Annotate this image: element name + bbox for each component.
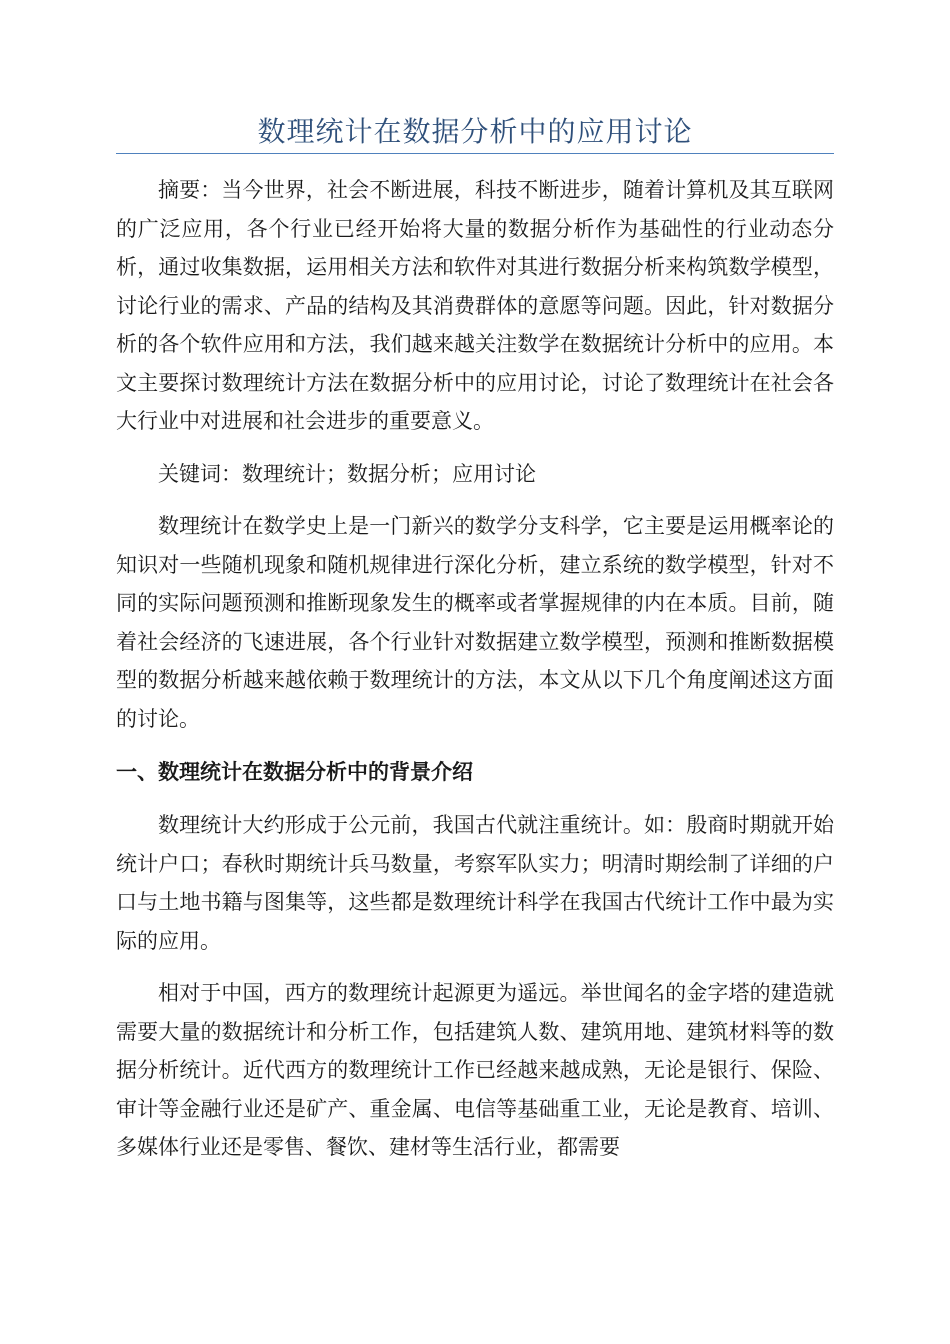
- intro-paragraph: 数理统计在数学史上是一门新兴的数学分支科学，它主要是运用概率论的知识对一些随机现象和随机规律进行深化分析，建立系统的数学模型，针对不同的实际问题预测和推断现象发生的概率或者掌握规律的内在本质。目前，随着社会经济的飞速进展，各个行业针对数据建立数学模型，预测和推断数据模型的数据分析越来越依赖于数理统计的方法，本文从以下几个角度阐述这方面的讨论。: [116, 514, 834, 731]
- document-title: 数理统计在数据分析中的应用讨论: [257, 115, 693, 148]
- section-heading: 一、数理统计在数据分析中的背景介绍: [116, 760, 473, 784]
- title-underline: [116, 153, 834, 154]
- keywords-paragraph: 关键词：数理统计；数据分析；应用讨论: [158, 461, 536, 486]
- section1-paragraph-2: 相对于中国，西方的数理统计起源更为遥远。举世闻名的金字塔的建造就需要大量的数据统计和分析工作，包括建筑人数、建筑用地、建筑材料等的数据分析统计。近代西方的数理统计工作已经越来越成熟，无论是银行、保险、审计等金融行业还是矿产、重金属、电信等基础重工业，无论是教育、培训、多媒体行业还是零售、餐饮、建材等生活行业，都需要: [116, 981, 834, 1159]
- abstract-paragraph: 摘要：当今世界，社会不断进展，科技不断进步，随着计算机及其互联网的广泛应用，各个行业已经开始将大量的数据分析作为基础性的行业动态分析，通过收集数据，运用相关方法和软件对其进行数据分析来构筑数学模型，讨论行业的需求、产品的结构及其消费群体的意愿等问题。因此，针对数据分析的各个软件应用和方法，我们越来越关注数学在数据统计分析中的应用。本文主要探讨数理统计方法在数据分析中的应用讨论，讨论了数理统计在社会各大行业中对进展和社会进步的重要意义。: [116, 178, 834, 433]
- section1-paragraph-1: 数理统计大约形成于公元前，我国古代就注重统计。如：殷商时期就开始统计户口；春秋时期统计兵马数量，考察军队实力；明清时期绘制了详细的户口与土地书籍与图集等，这些都是数理统计科学在我国古代统计工作中最为实际的应用。: [116, 813, 834, 953]
- document-body: [116, 171, 834, 1167]
